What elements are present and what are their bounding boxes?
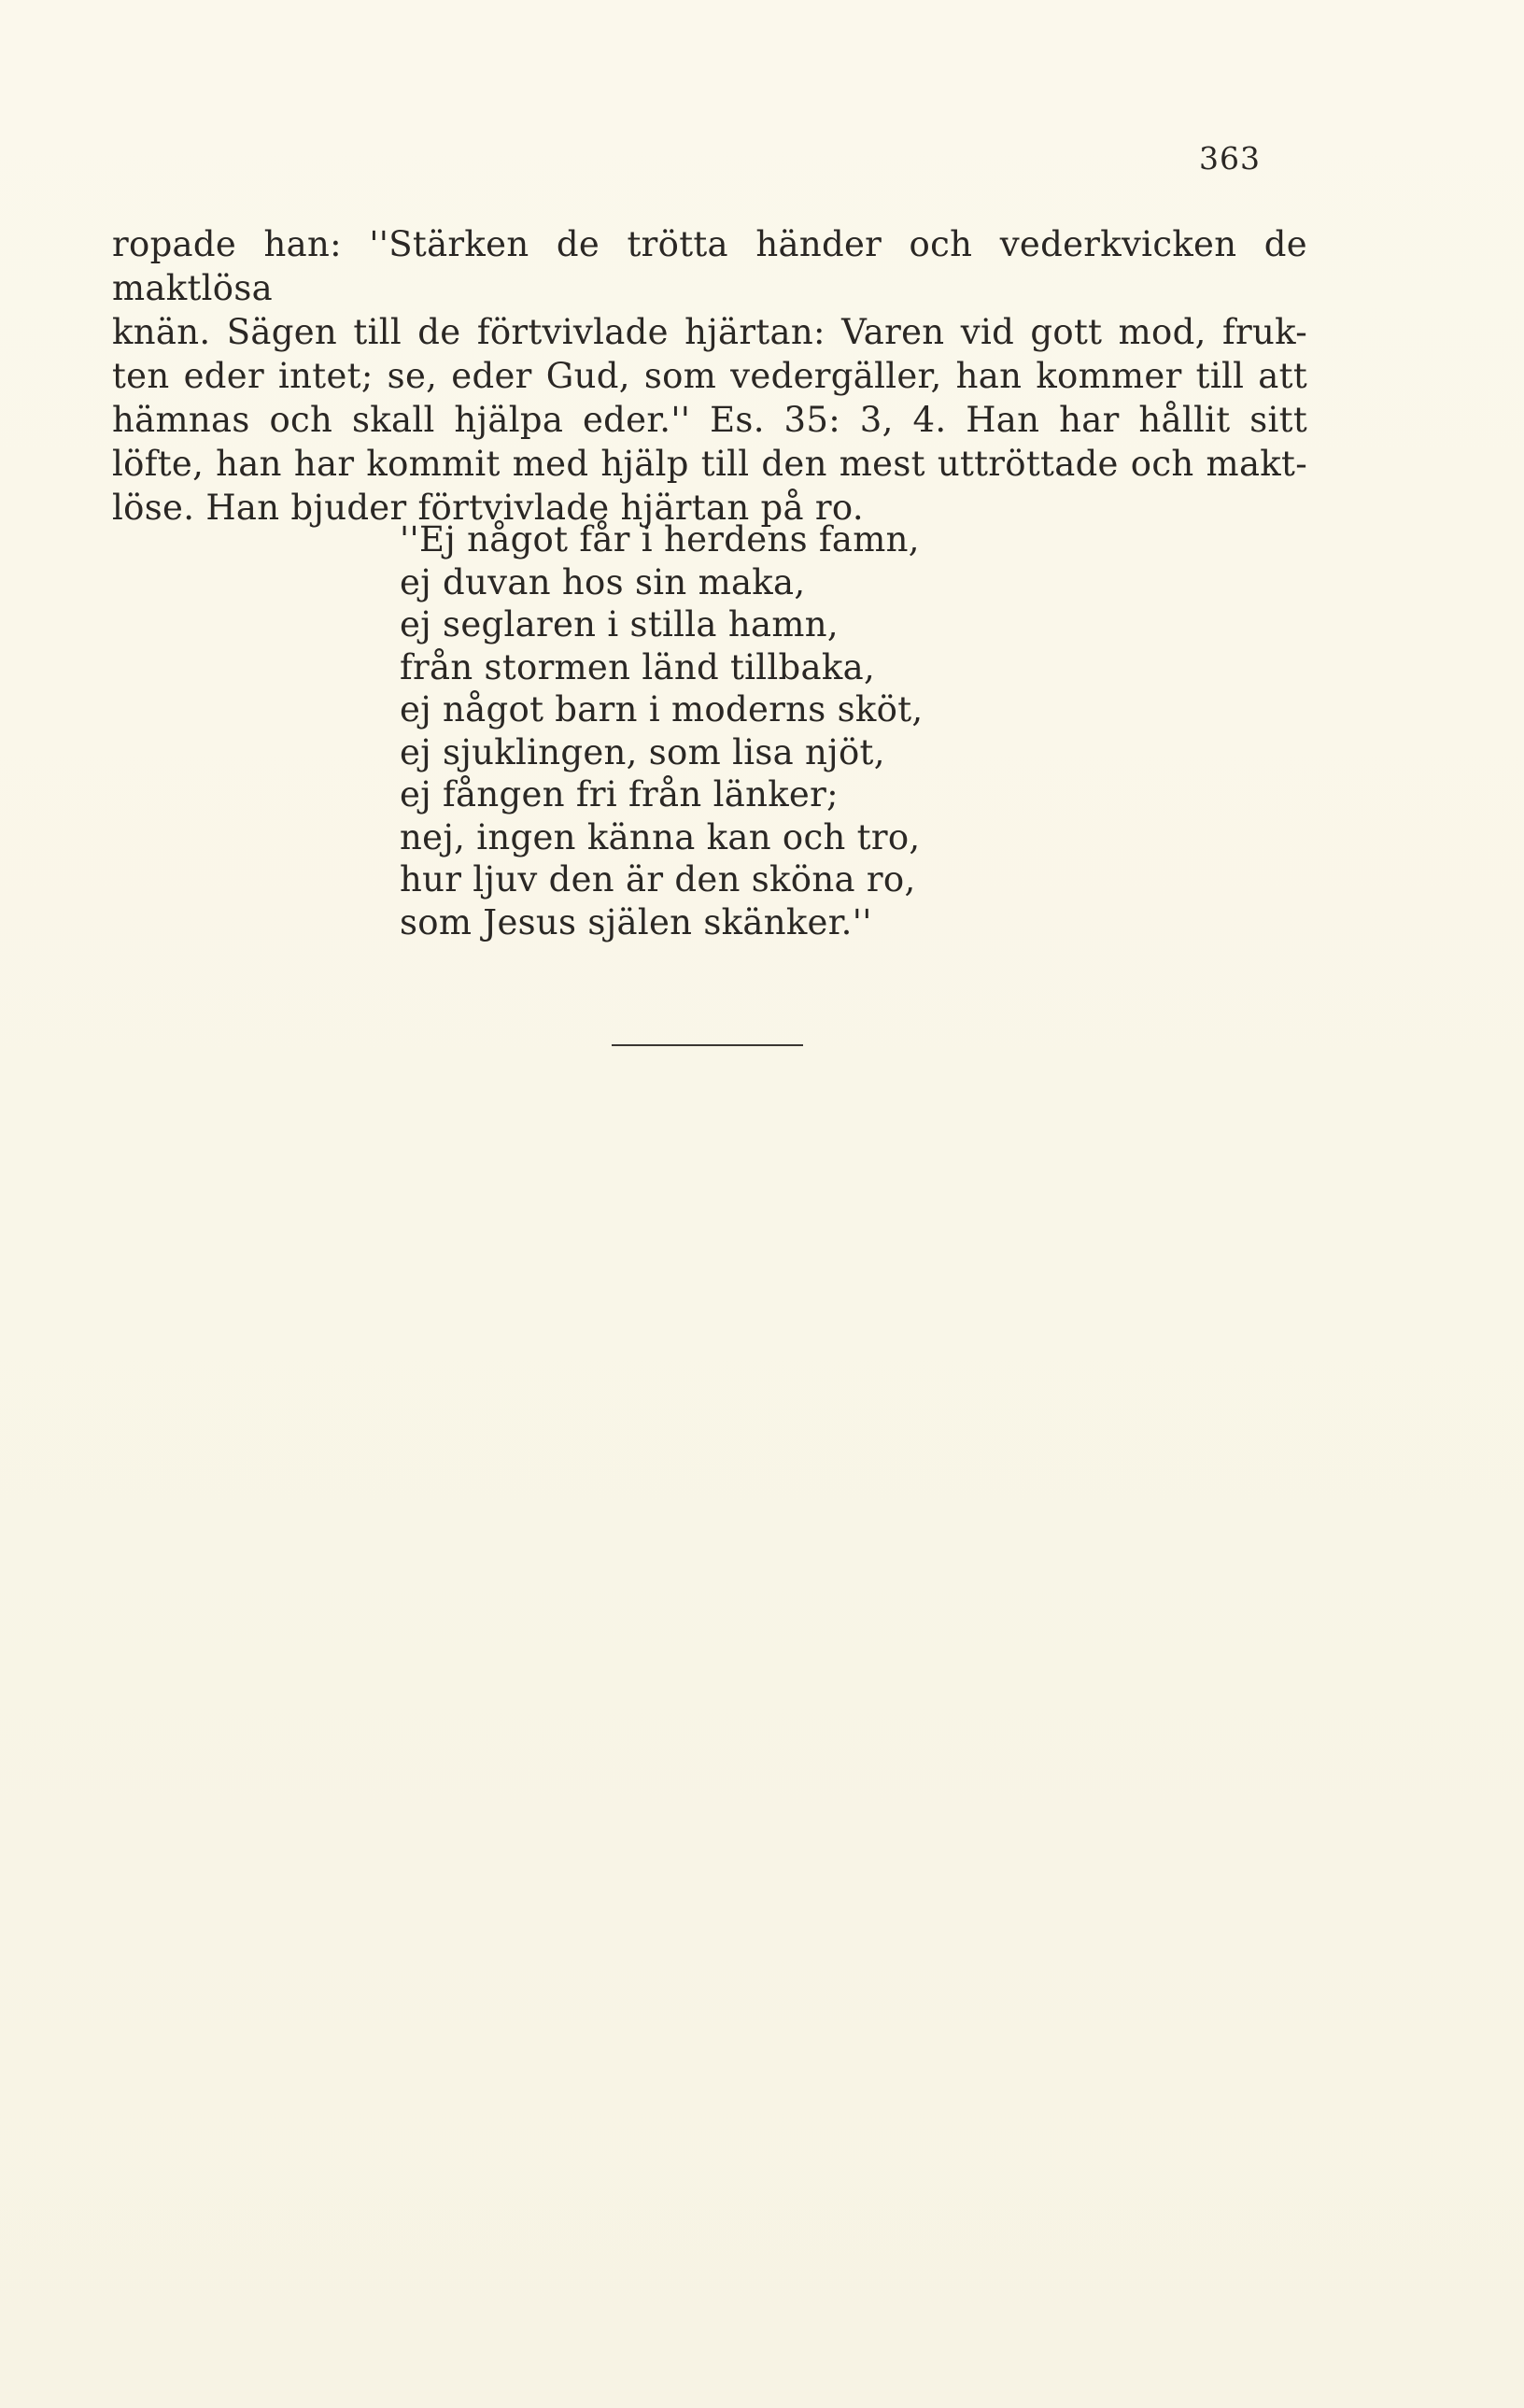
paragraph-line: ropade han: ''Stärken de trötta händer och vederkvicken de maktlösa bbox=[112, 224, 1307, 308]
poem-verse: ''Ej något får i herdens famn, bbox=[400, 519, 920, 560]
paragraph-line: hämnas och skall hjälpa eder.'' Es. 35: 3, 4. Han har hållit sitt bbox=[112, 400, 1307, 440]
poem-verse: från stormen länd tillbaka, bbox=[400, 646, 876, 687]
poem-verse: nej, ingen känna kan och tro, bbox=[400, 816, 921, 857]
poem-verse: som Jesus själen skänker.'' bbox=[400, 901, 872, 942]
poem-verse: ej fången fri från länker; bbox=[400, 774, 839, 814]
paragraph-line: löfte, han har kommit med hjälp till den mest uttröttade och makt- bbox=[112, 444, 1307, 484]
poem-verse: ej sjuklingen, som lisa njöt, bbox=[400, 731, 885, 772]
page-number: 363 bbox=[1199, 140, 1261, 177]
paragraph-line: ten eder intet; se, eder Gud, som vedergäller, han kommer till att bbox=[112, 356, 1307, 396]
paragraph-line: knän. Sägen till de förtvivlade hjärtan: Varen vid gott mod, fruk- bbox=[112, 312, 1307, 352]
poem-verse: ej seglaren i stilla hamn, bbox=[400, 604, 839, 644]
paragraph-line: löse. Han bjuder förtvivlade hjärtan på ro. bbox=[112, 488, 864, 528]
poem-verse: ej duvan hos sin maka, bbox=[400, 561, 806, 602]
section-divider bbox=[612, 1044, 803, 1046]
poem-verse: hur ljuv den är den sköna ro, bbox=[400, 859, 916, 899]
body-paragraph bbox=[112, 222, 1307, 530]
poem-verse: ej något barn i moderns sköt, bbox=[400, 689, 924, 729]
poem-stanza bbox=[400, 518, 923, 943]
